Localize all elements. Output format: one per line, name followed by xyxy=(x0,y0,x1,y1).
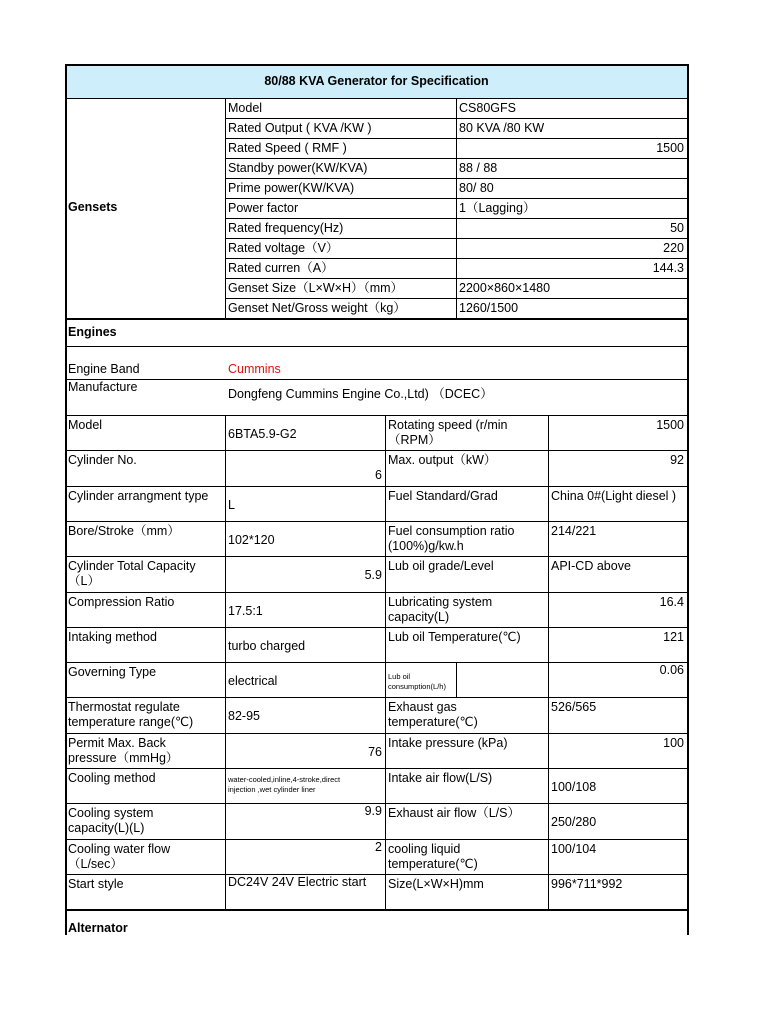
engine-spec-value: 9.9 xyxy=(364,804,382,818)
genset-value: 1260/1500 xyxy=(459,301,519,315)
engine-spec-value2: 16.4 xyxy=(659,595,684,609)
manufacture-value: Dongfeng Cummins Engine Co.,Ltd) （DCEC） xyxy=(228,387,493,401)
engine-spec-label: Start style xyxy=(68,877,124,891)
page-title: 80/88 KVA Generator for Specification xyxy=(264,74,489,88)
engine-spec-label2: Intake pressure (kPa) xyxy=(388,736,508,750)
engine-spec-value: 76 xyxy=(368,745,382,759)
manufacture-label: Manufacture xyxy=(68,380,138,394)
engine-spec-label: Cooling method xyxy=(68,771,156,785)
engine-spec-label2: Lub oil grade/Level xyxy=(388,559,494,573)
table-rule xyxy=(687,64,689,935)
engine-spec-label: Bore/Stroke（mm） xyxy=(68,524,180,538)
genset-value: 1500 xyxy=(656,141,684,155)
engine-spec-label2: Fuel consumption ratio (100%)g/kw.h xyxy=(388,524,515,553)
engine-spec-label2: Rotating speed (r/min （RPM） xyxy=(388,418,508,447)
engine-spec-label2: Intake air flow(L/S) xyxy=(388,771,493,785)
engine-spec-value: L xyxy=(228,498,235,512)
engine-spec-value2: 121 xyxy=(663,630,684,644)
engine-spec-value2: 100 xyxy=(663,736,684,750)
genset-value: 80/ 80 xyxy=(459,181,494,195)
engine-spec-label2: Size(L×W×H)mm xyxy=(388,877,484,891)
genset-value: 144.3 xyxy=(652,261,684,275)
engine-spec-label: Cooling system capacity(L)(L) xyxy=(68,806,154,835)
engine-spec-label2: Exhaust gas temperature(℃) xyxy=(388,700,478,729)
engine-spec-label: Cylinder arrangment type xyxy=(68,489,209,503)
genset-label: Rated frequency(Hz) xyxy=(228,221,344,235)
engine-spec-label2: Lub oil Temperature(℃) xyxy=(388,630,521,644)
genset-label: Power factor xyxy=(228,201,299,215)
engine-band-value: Cummins xyxy=(228,362,281,376)
genset-label: Standby power(KW/KVA) xyxy=(228,161,368,175)
engine-spec-label: Intaking method xyxy=(68,630,157,644)
genset-value: 50 xyxy=(670,221,684,235)
engine-spec-value: 6BTA5.9-G2 xyxy=(228,427,297,441)
engine-spec-value2: 100/104 xyxy=(551,842,597,856)
engine-spec-label2: Lub oil consumption(L/h) xyxy=(388,672,446,691)
engine-spec-value2: 996*711*992 xyxy=(551,877,623,891)
engine-spec-label: Thermostat regulate temperature range(℃) xyxy=(68,700,194,729)
engine-spec-value: 82-95 xyxy=(228,709,260,723)
section-label-gensets: Gensets xyxy=(68,200,118,214)
engine-spec-value: electrical xyxy=(228,674,278,688)
engine-spec-label: Cylinder Total Capacity （L） xyxy=(68,559,196,588)
engine-spec-value2: 214/221 xyxy=(551,524,597,538)
engine-spec-value: 5.9 xyxy=(364,568,382,582)
engine-spec-label2: Lubricating system capacity(L) xyxy=(388,595,493,624)
engine-spec-value: 2 xyxy=(375,840,382,854)
engine-spec-label: Permit Max. Back pressure（mmHg） xyxy=(68,736,179,765)
engine-spec-label2: Fuel Standard/Grad xyxy=(388,489,498,503)
genset-label: Genset Net/Gross weight（kg） xyxy=(228,301,406,315)
genset-value: 2200×860×1480 xyxy=(459,281,551,295)
engine-spec-label: Governing Type xyxy=(68,665,157,679)
engine-spec-label: Cylinder No. xyxy=(68,453,137,467)
engine-spec-value: turbo charged xyxy=(228,639,306,653)
engine-spec-value: water-cooled,inline,4-stroke,direct injection ,wet cylinder liner xyxy=(228,775,341,794)
engine-spec-value2: API-CD above xyxy=(551,559,631,573)
genset-label: Rated curren（A） xyxy=(228,261,334,275)
engine-spec-value: 102*120 xyxy=(228,533,275,547)
engine-spec-label: Compression Ratio xyxy=(68,595,175,609)
engine-spec-value2: 1500 xyxy=(656,418,684,432)
engine-spec-value2: 92 xyxy=(670,453,684,467)
genset-label: Prime power(KW/KVA) xyxy=(228,181,355,195)
table-rule xyxy=(65,64,688,66)
engine-spec-value2: 250/280 xyxy=(551,815,597,829)
genset-value: 1（Lagging） xyxy=(459,201,536,215)
genset-label: Genset Size（L×W×H）（mm） xyxy=(228,281,404,295)
genset-label: Rated Output ( KVA /KW ) xyxy=(228,121,372,135)
genset-value: CS80GFS xyxy=(459,101,516,115)
engine-spec-value: 17.5:1 xyxy=(228,604,263,618)
genset-value: 80 KVA /80 KW xyxy=(459,121,545,135)
genset-value: 88 / 88 xyxy=(459,161,498,175)
engine-spec-value2: China 0#(Light diesel ) xyxy=(551,489,677,503)
genset-label: Model xyxy=(228,101,263,115)
engine-spec-label: Cooling water flow （L/sec） xyxy=(68,842,171,871)
section-label-alternator: Alternator xyxy=(68,921,128,935)
genset-value: 220 xyxy=(663,241,684,255)
engine-spec-label: Model xyxy=(68,418,103,432)
genset-label: Rated voltage（V） xyxy=(228,241,339,255)
engine-spec-label2: cooling liquid temperature(℃) xyxy=(388,842,478,871)
engine-band-label: Engine Band xyxy=(68,362,140,376)
engine-spec-value2: 526/565 xyxy=(551,700,597,714)
engine-spec-label2: Max. output（kW） xyxy=(388,453,497,467)
engine-spec-label2: Exhaust air flow（L/S） xyxy=(388,806,520,820)
engine-spec-value2: 100/108 xyxy=(551,780,597,794)
engine-spec-value: DC24V 24V Electric start xyxy=(228,875,367,889)
generator-spec-table xyxy=(65,64,687,934)
engine-spec-value: 6 xyxy=(375,468,382,482)
section-label-engines: Engines xyxy=(68,325,117,339)
genset-label: Rated Speed ( RMF ) xyxy=(228,141,347,155)
engine-spec-value2: 0.06 xyxy=(659,663,684,677)
